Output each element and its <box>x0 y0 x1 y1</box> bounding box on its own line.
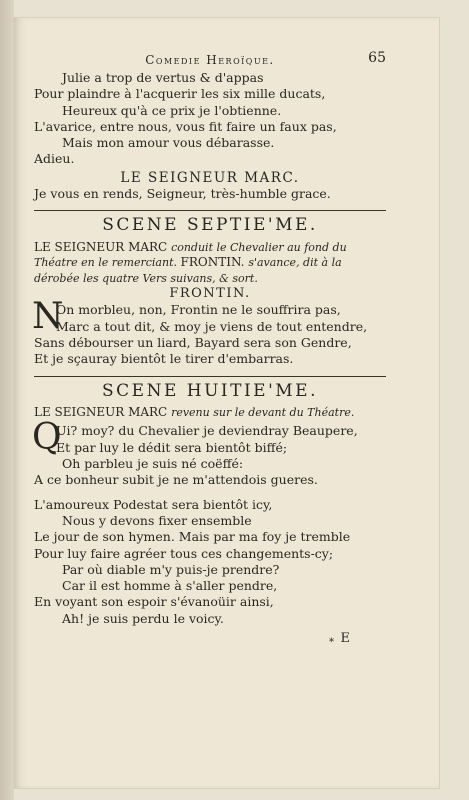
verse-line: Julie a trop de vertus & d'appas <box>62 70 264 85</box>
verse-line: Je vous en rends, Seigneur, très-humble grace. <box>34 186 331 202</box>
stage-direction <box>34 240 386 287</box>
verse-line: L'avarice, entre nous, vous fit faire un faux pas, <box>34 118 337 134</box>
verse-line: On morbleu, non, Frontin ne le souffrira pas, <box>56 302 341 318</box>
catchword-area <box>34 627 386 649</box>
verse-line: Pour plaindre à l'acquerir les six mille ducats, <box>34 86 326 102</box>
verse-line: Marc a tout dit, & moy je viens de tout entendre, <box>56 318 368 334</box>
verse-line: Oh parbleu je suis né coëffé: <box>62 456 244 472</box>
stage-direction-italic: conduit le Chevalier au fond du Théatre en le remerciant. <box>34 240 347 270</box>
verse-block-1 <box>34 70 386 168</box>
verse-block-2 <box>32 296 386 367</box>
verse-line: Mais mon amour vous débarasse. <box>62 135 275 151</box>
verse-line: Ah! je suis perdu le voicy. <box>62 610 224 626</box>
running-header <box>34 52 386 70</box>
page-number: 65 <box>368 50 386 66</box>
stage-direction-name: FRONTIN. <box>180 255 249 270</box>
stage-direction-name: LE SEIGNEUR MARC <box>34 239 172 254</box>
verse-line: Ui? moy? du Chevalier je deviendray Beaupere, <box>56 423 358 439</box>
stage-direction <box>34 405 386 421</box>
scene-title: SCENE HUITIE'ME. <box>102 380 318 401</box>
scene-divider <box>34 376 386 377</box>
drop-cap: N <box>32 296 64 338</box>
scene-divider <box>34 210 386 211</box>
stage-direction-italic: s'avance, dit à la dérobée les quatre Vers suivans, & sort. <box>34 256 342 285</box>
verse-line: L'amoureux Podestat sera bientôt icy, <box>34 496 273 512</box>
verse-block-4 <box>34 497 386 627</box>
verse-line: Adieu. <box>34 151 75 167</box>
verse-line: A ce bonheur subit je ne m'attendois gueres. <box>34 472 318 488</box>
page-content <box>32 50 386 649</box>
stage-direction-italic: revenu sur le devant du Théatre. <box>171 405 355 419</box>
drop-cap: Q <box>32 417 62 459</box>
catchword: E <box>340 631 350 647</box>
verse-line: Heureux qu'à ce prix je l'obtienne. <box>62 102 282 118</box>
verse-line: Et je sçauray bientôt le tirer d'embarras. <box>34 351 294 367</box>
verse-line: Car il est homme à s'aller pendre, <box>62 578 278 594</box>
running-title: Comedie Heroïque. <box>145 53 275 67</box>
verse-line: Nous y devons fixer ensemble <box>62 512 252 528</box>
signature-mark: * <box>329 637 334 649</box>
scene-title: SCENE SEPTIE'ME. <box>102 215 318 236</box>
speaker-name: LE SEIGNEUR MARC. <box>120 169 300 186</box>
stage-direction-name: LE SEIGNEUR MARC <box>34 404 172 419</box>
verse-block-3 <box>32 417 386 488</box>
verse-line: Par où diable m'y puis-je prendre? <box>62 561 280 577</box>
book-gutter <box>0 0 14 800</box>
verse-line: En voyant son espoir s'évanoüir ainsi, <box>34 594 274 610</box>
verse-line: Sans débourser un liard, Bayard sera son Gendre, <box>34 335 352 351</box>
verse-line: Pour luy faire agréer tous ces changements-cy; <box>34 545 334 561</box>
speaker-name: FRONTIN. <box>169 286 251 302</box>
verse-line: Le jour de son hymen. Mais par ma foy je tremble <box>34 529 351 545</box>
verse-line: Et par luy le dédit sera bientôt biffé; <box>56 439 288 455</box>
